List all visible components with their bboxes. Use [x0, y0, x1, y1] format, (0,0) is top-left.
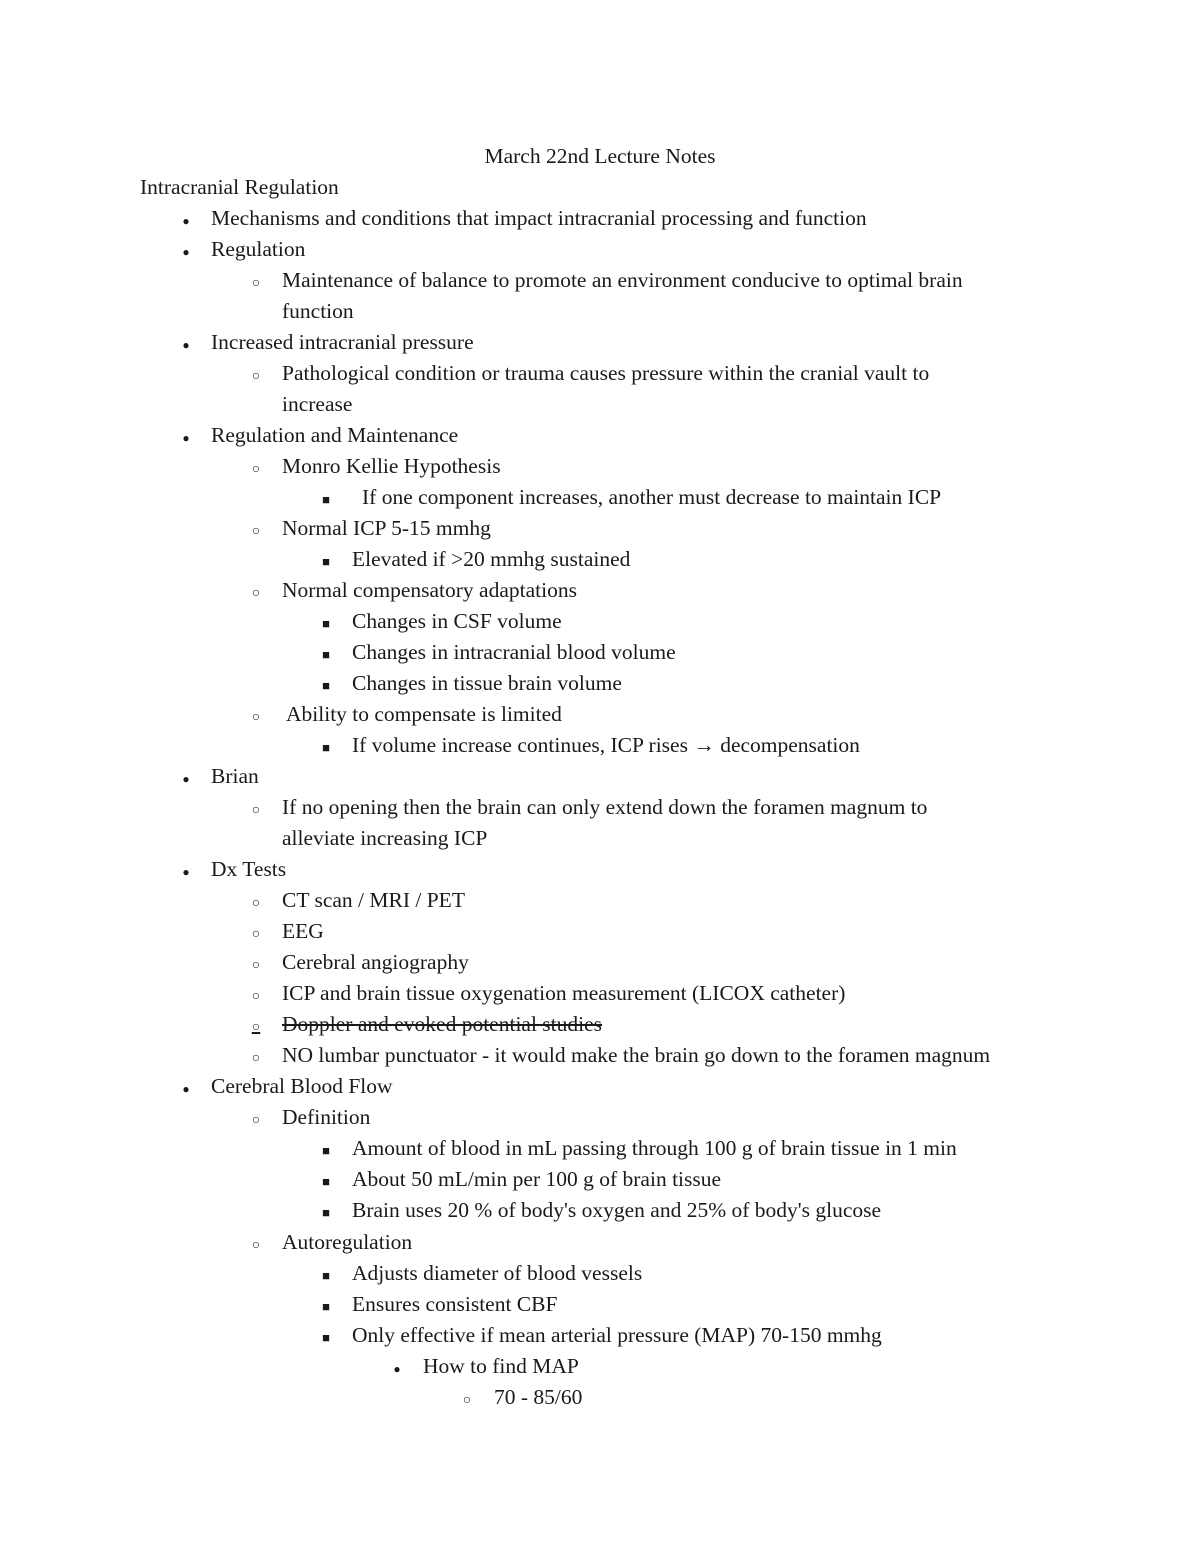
bullet-icon: [176, 327, 196, 361]
list-item: Regulation: [211, 237, 306, 261]
document-title: March 22nd Lecture Notes: [484, 144, 716, 168]
list-item: Normal ICP 5-15 mmhg: [282, 516, 491, 540]
list-item: Cerebral angiography: [282, 950, 469, 974]
bullet-icon: [246, 916, 266, 950]
list-item: Maintenance of balance to promote an environment conducive to optimal brain: [282, 268, 963, 292]
list-item: Changes in tissue brain volume: [352, 671, 622, 695]
list-item-struck: Doppler and evoked potential studies: [282, 1012, 603, 1036]
bullet-icon: [316, 544, 336, 577]
bullet-icon: [316, 1164, 336, 1197]
bullet-icon: [316, 1320, 336, 1353]
bullet-icon: [316, 1133, 336, 1166]
bullet-icon: [316, 730, 336, 763]
list-item: NO lumbar punctuator - it would make the brain go down to the foramen magnum: [282, 1043, 991, 1067]
bullet-icon: [246, 1227, 266, 1261]
list-item: Pathological condition or trauma causes pressure within the cranial vault to: [282, 361, 930, 385]
list-item: Autoregulation: [282, 1230, 413, 1254]
list-item: Increased intracranial pressure: [211, 330, 474, 354]
list-item: Definition: [282, 1105, 371, 1129]
list-item: Elevated if >20 mmhg sustained: [352, 547, 631, 571]
bullet-icon: [176, 761, 196, 795]
bullet-icon: [246, 792, 266, 826]
bullet-icon: [457, 1382, 477, 1416]
list-item: Only effective if mean arterial pressure (MAP) 70-150 mmhg: [352, 1323, 882, 1347]
list-item: Regulation and Maintenance: [211, 423, 459, 447]
list-item: How to find MAP: [423, 1354, 579, 1378]
list-item: Monro Kellie Hypothesis: [282, 454, 501, 478]
bullet-icon: [316, 668, 336, 701]
list-item-continuation: function: [282, 299, 354, 323]
bullet-icon: [316, 482, 336, 515]
bullet-icon: [246, 1040, 266, 1074]
bullet-icon: [246, 265, 266, 299]
bullet-icon: [246, 513, 266, 547]
list-item: Ability to compensate is limited: [286, 702, 562, 726]
bullet-icon: [387, 1351, 407, 1385]
list-item: Normal compensatory adaptations: [282, 578, 577, 602]
bullet-icon: [176, 420, 196, 454]
list-item: ICP and brain tissue oxygenation measurement (LICOX catheter): [282, 981, 846, 1005]
bullet-icon: [246, 947, 266, 981]
list-item: Changes in intracranial blood volume: [352, 640, 676, 664]
list-item: If volume increase continues, ICP rises → decompensation: [352, 733, 860, 757]
list-item: Mechanisms and conditions that impact intracranial processing and function: [211, 206, 867, 230]
bullet-icon: [176, 234, 196, 268]
list-item: EEG: [282, 919, 324, 943]
list-item: Ensures consistent CBF: [352, 1292, 558, 1316]
bullet-icon: [246, 358, 266, 392]
list-item: Dx Tests: [211, 857, 287, 881]
list-item: If one component increases, another must decrease to maintain ICP: [362, 485, 942, 509]
list-item: If no opening then the brain can only extend down the foramen magnum to: [282, 795, 928, 819]
bullet-icon: [316, 1195, 336, 1228]
list-item: About 50 mL/min per 100 g of brain tissue: [352, 1167, 722, 1191]
list-item: Amount of blood in mL passing through 100 g of brain tissue in 1 min: [352, 1136, 957, 1160]
bullet-icon: [176, 203, 196, 237]
list-item: Brain uses 20 % of body's oxygen and 25% of body's glucose: [352, 1198, 882, 1222]
bullet-icon: [316, 1258, 336, 1291]
list-item-continuation: alleviate increasing ICP: [282, 826, 488, 850]
list-item: 70 - 85/60: [494, 1385, 583, 1409]
bullet-icon: [176, 854, 196, 888]
bullet-icon: [176, 1071, 196, 1105]
bullet-icon: [246, 1102, 266, 1136]
bullet-icon: [316, 1289, 336, 1322]
section-heading: Intracranial Regulation: [140, 175, 339, 199]
list-item: Cerebral Blood Flow: [211, 1074, 393, 1098]
bullet-icon: [316, 606, 336, 639]
list-item-continuation: increase: [282, 392, 353, 416]
list-item: Changes in CSF volume: [352, 609, 562, 633]
bullet-icon: [246, 885, 266, 919]
bullet-icon: [246, 978, 266, 1012]
list-item: CT scan / MRI / PET: [282, 888, 465, 912]
bullet-icon: [246, 575, 266, 609]
bullet-icon: [316, 637, 336, 670]
list-item: Adjusts diameter of blood vessels: [352, 1261, 643, 1285]
list-item: Brian: [211, 764, 259, 788]
bullet-icon: [246, 451, 266, 485]
bullet-icon: [246, 699, 266, 733]
